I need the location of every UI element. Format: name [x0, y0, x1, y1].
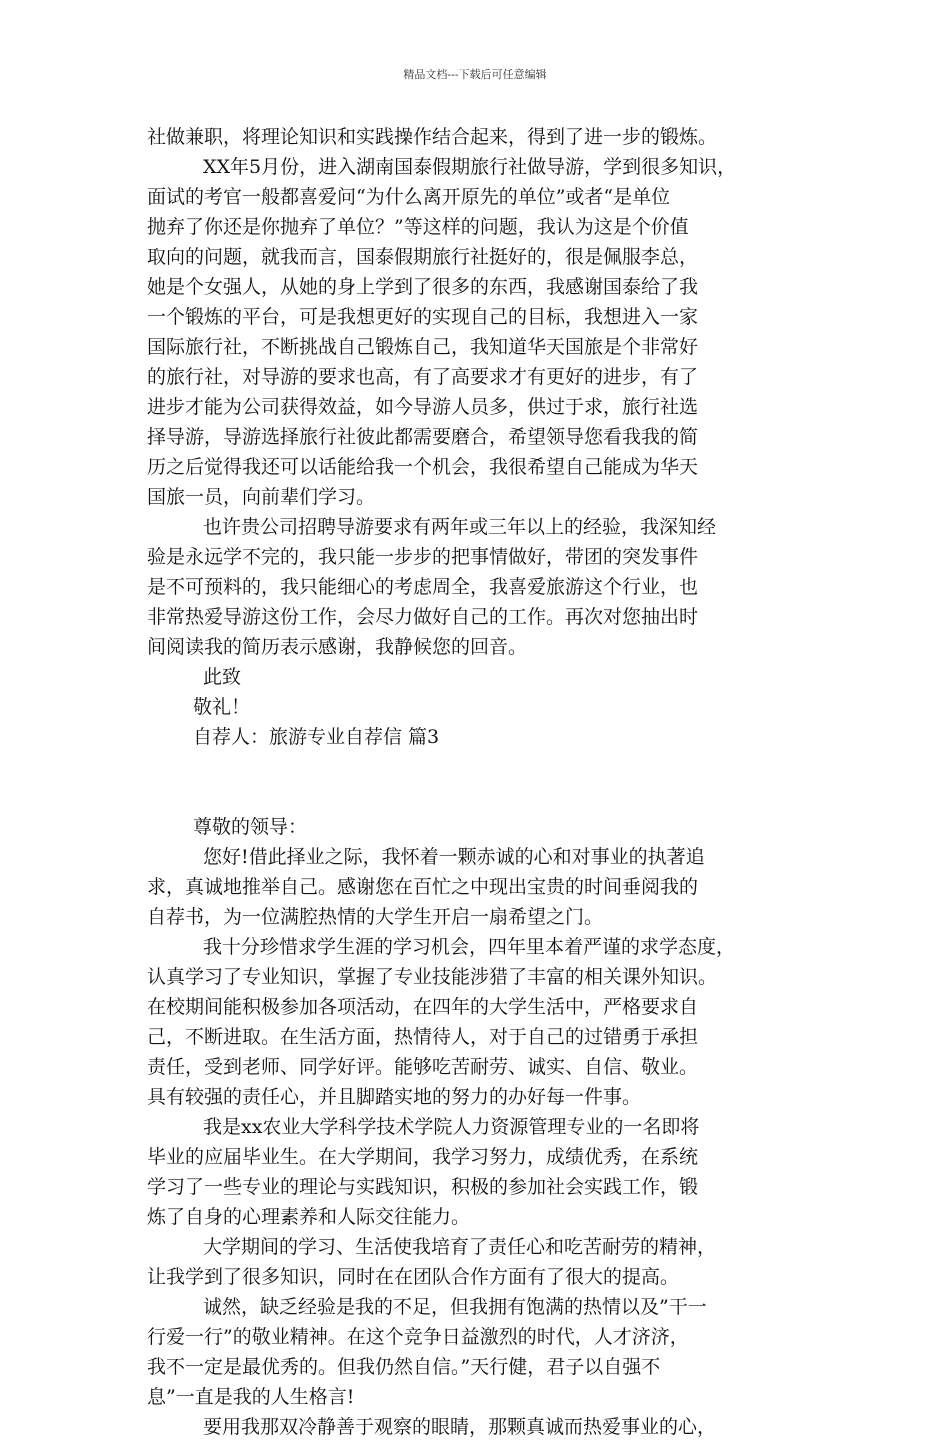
text-line: 息”一直是我的人生格言! [147, 1386, 355, 1408]
text-line: 此致 [203, 666, 242, 688]
text-line: 非常热爱导游这份工作，会尽力做好自己的工作。再次对您抽出时 [147, 606, 699, 628]
text-line: 自荐人：旅游专业自荐信 篇3 [193, 726, 440, 748]
text-line: 自荐书，为一位满腔热情的大学生开启一扇希望之门。 [147, 906, 604, 928]
text-line: 我十分珍惜求学生涯的学习机会，四年里本着严谨的求学态度， [203, 936, 736, 958]
text-line: 进步才能为公司获得效益，如今导游人员多，供过于求，旅行社选 [147, 396, 699, 418]
text-line: 国旅一员，向前辈们学习。 [147, 486, 376, 508]
text-line: 学习了一些专业的理论与实践知识，积极的参加社会实践工作，锻 [147, 1176, 699, 1198]
text-line: 面试的考官一般都喜爱问“为什么离开原先的单位”或者“是单位 [147, 186, 671, 208]
text-line: 历之后觉得我还可以话能给我一个机会，我很希望自己能成为华天 [147, 456, 699, 478]
page-header: 精品文档---下载后可任意编辑 [403, 68, 547, 81]
blank-line [147, 782, 827, 812]
text-line: 间阅读我的简历表示感谢，我静候您的回音。 [147, 636, 528, 658]
text-line: 行爱一行”的敬业精神。在这个竞争日益激烈的时代，人才济济， [147, 1326, 689, 1348]
text-line: 择导游，导游选择旅行社彼此都需要磨合，希望领导您看我我的简 [147, 426, 699, 448]
text-line: 抛弃了你还是你抛弃了单位？”等这样的问题，我认为这是个价值 [147, 216, 689, 238]
text-line: 己，不断进取。在生活方面，热情待人，对于自己的过错勇于承担 [147, 1026, 699, 1048]
text-line: 您好!借此择业之际，我怀着一颗赤诚的心和对事业的执著追 [203, 846, 705, 868]
text-line: 是不可预料的，我只能细心的考虑周全，我喜爱旅游这个行业，也 [147, 576, 699, 598]
text-line: 具有较强的责任心，并且脚踏实地的努力的办好每一件事。 [147, 1086, 642, 1108]
text-line: 社做兼职，将理论知识和实践操作结合起来，得到了进一步的锻炼。 [147, 126, 718, 148]
text-line: 敬礼！ [193, 696, 251, 718]
text-line: 我不一定是最优秀的。但我仍然自信。”天行健，君子以自强不 [147, 1356, 661, 1378]
text-line: 在校期间能积极参加各项活动，在四年的大学生活中，严格要求自 [147, 996, 699, 1018]
blank-line [147, 752, 827, 782]
text-line: 让我学到了很多知识，同时在在团队合作方面有了很大的提高。 [147, 1266, 680, 1288]
text-line: 也许贵公司招聘导游要求有两年或三年以上的经验，我深知经 [203, 516, 717, 538]
text-line: 责任，受到老师、同学好评。能够吃苦耐劳、诚实、自信、敬业。 [147, 1056, 699, 1078]
text-line: 一个锻炼的平台，可是我想更好的实现自己的目标，我想进入一家 [147, 306, 699, 328]
text-line: 国际旅行社，不断挑战自己锻炼自己，我知道华天国旅是个非常好 [147, 336, 699, 358]
text-line: 的旅行社，对导游的要求也高，有了高要求才有更好的进步，有了 [147, 366, 699, 388]
text-line: 求，真诚地推举自己。感谢您在百忙之中现出宝贵的时间垂阅我的 [147, 876, 699, 898]
text-line: 尊敬的领导： [193, 816, 308, 838]
text-line: 毕业的应届毕业生。在大学期间，我学习努力，成绩优秀，在系统 [147, 1146, 699, 1168]
text-line: 我是xx农业大学科学技术学院人力资源管理专业的一名即将 [203, 1116, 700, 1138]
text-line: 认真学习了专业知识，掌握了专业技能涉猎了丰富的相关课外知识。 [147, 966, 718, 988]
text-line: 验是永远学不完的，我只能一步步的把事情做好，带团的突发事件 [147, 546, 699, 568]
text-line: 诚然，缺乏经验是我的不足，但我拥有饱满的热情以及”干一 [203, 1296, 707, 1318]
text-line: 她是个女强人，从她的身上学到了很多的东西，我感谢国泰给了我 [147, 276, 699, 298]
text-line: 大学期间的学习、生活使我培育了责任心和吃苦耐劳的精神， [203, 1236, 717, 1258]
text-line: XX年5月份，进入湖南国泰假期旅行社做导游，学到很多知识， [203, 156, 737, 178]
text-line: 取向的问题，就我而言，国泰假期旅行社挺好的，很是佩服李总， [147, 246, 699, 268]
text-line: 炼了自身的心理素养和人际交往能力。 [147, 1206, 471, 1228]
document-body [147, 122, 827, 1442]
text-line: 要用我那双冷静善于观察的眼睛，那颗真诚而热爱事业的心， [203, 1416, 717, 1438]
